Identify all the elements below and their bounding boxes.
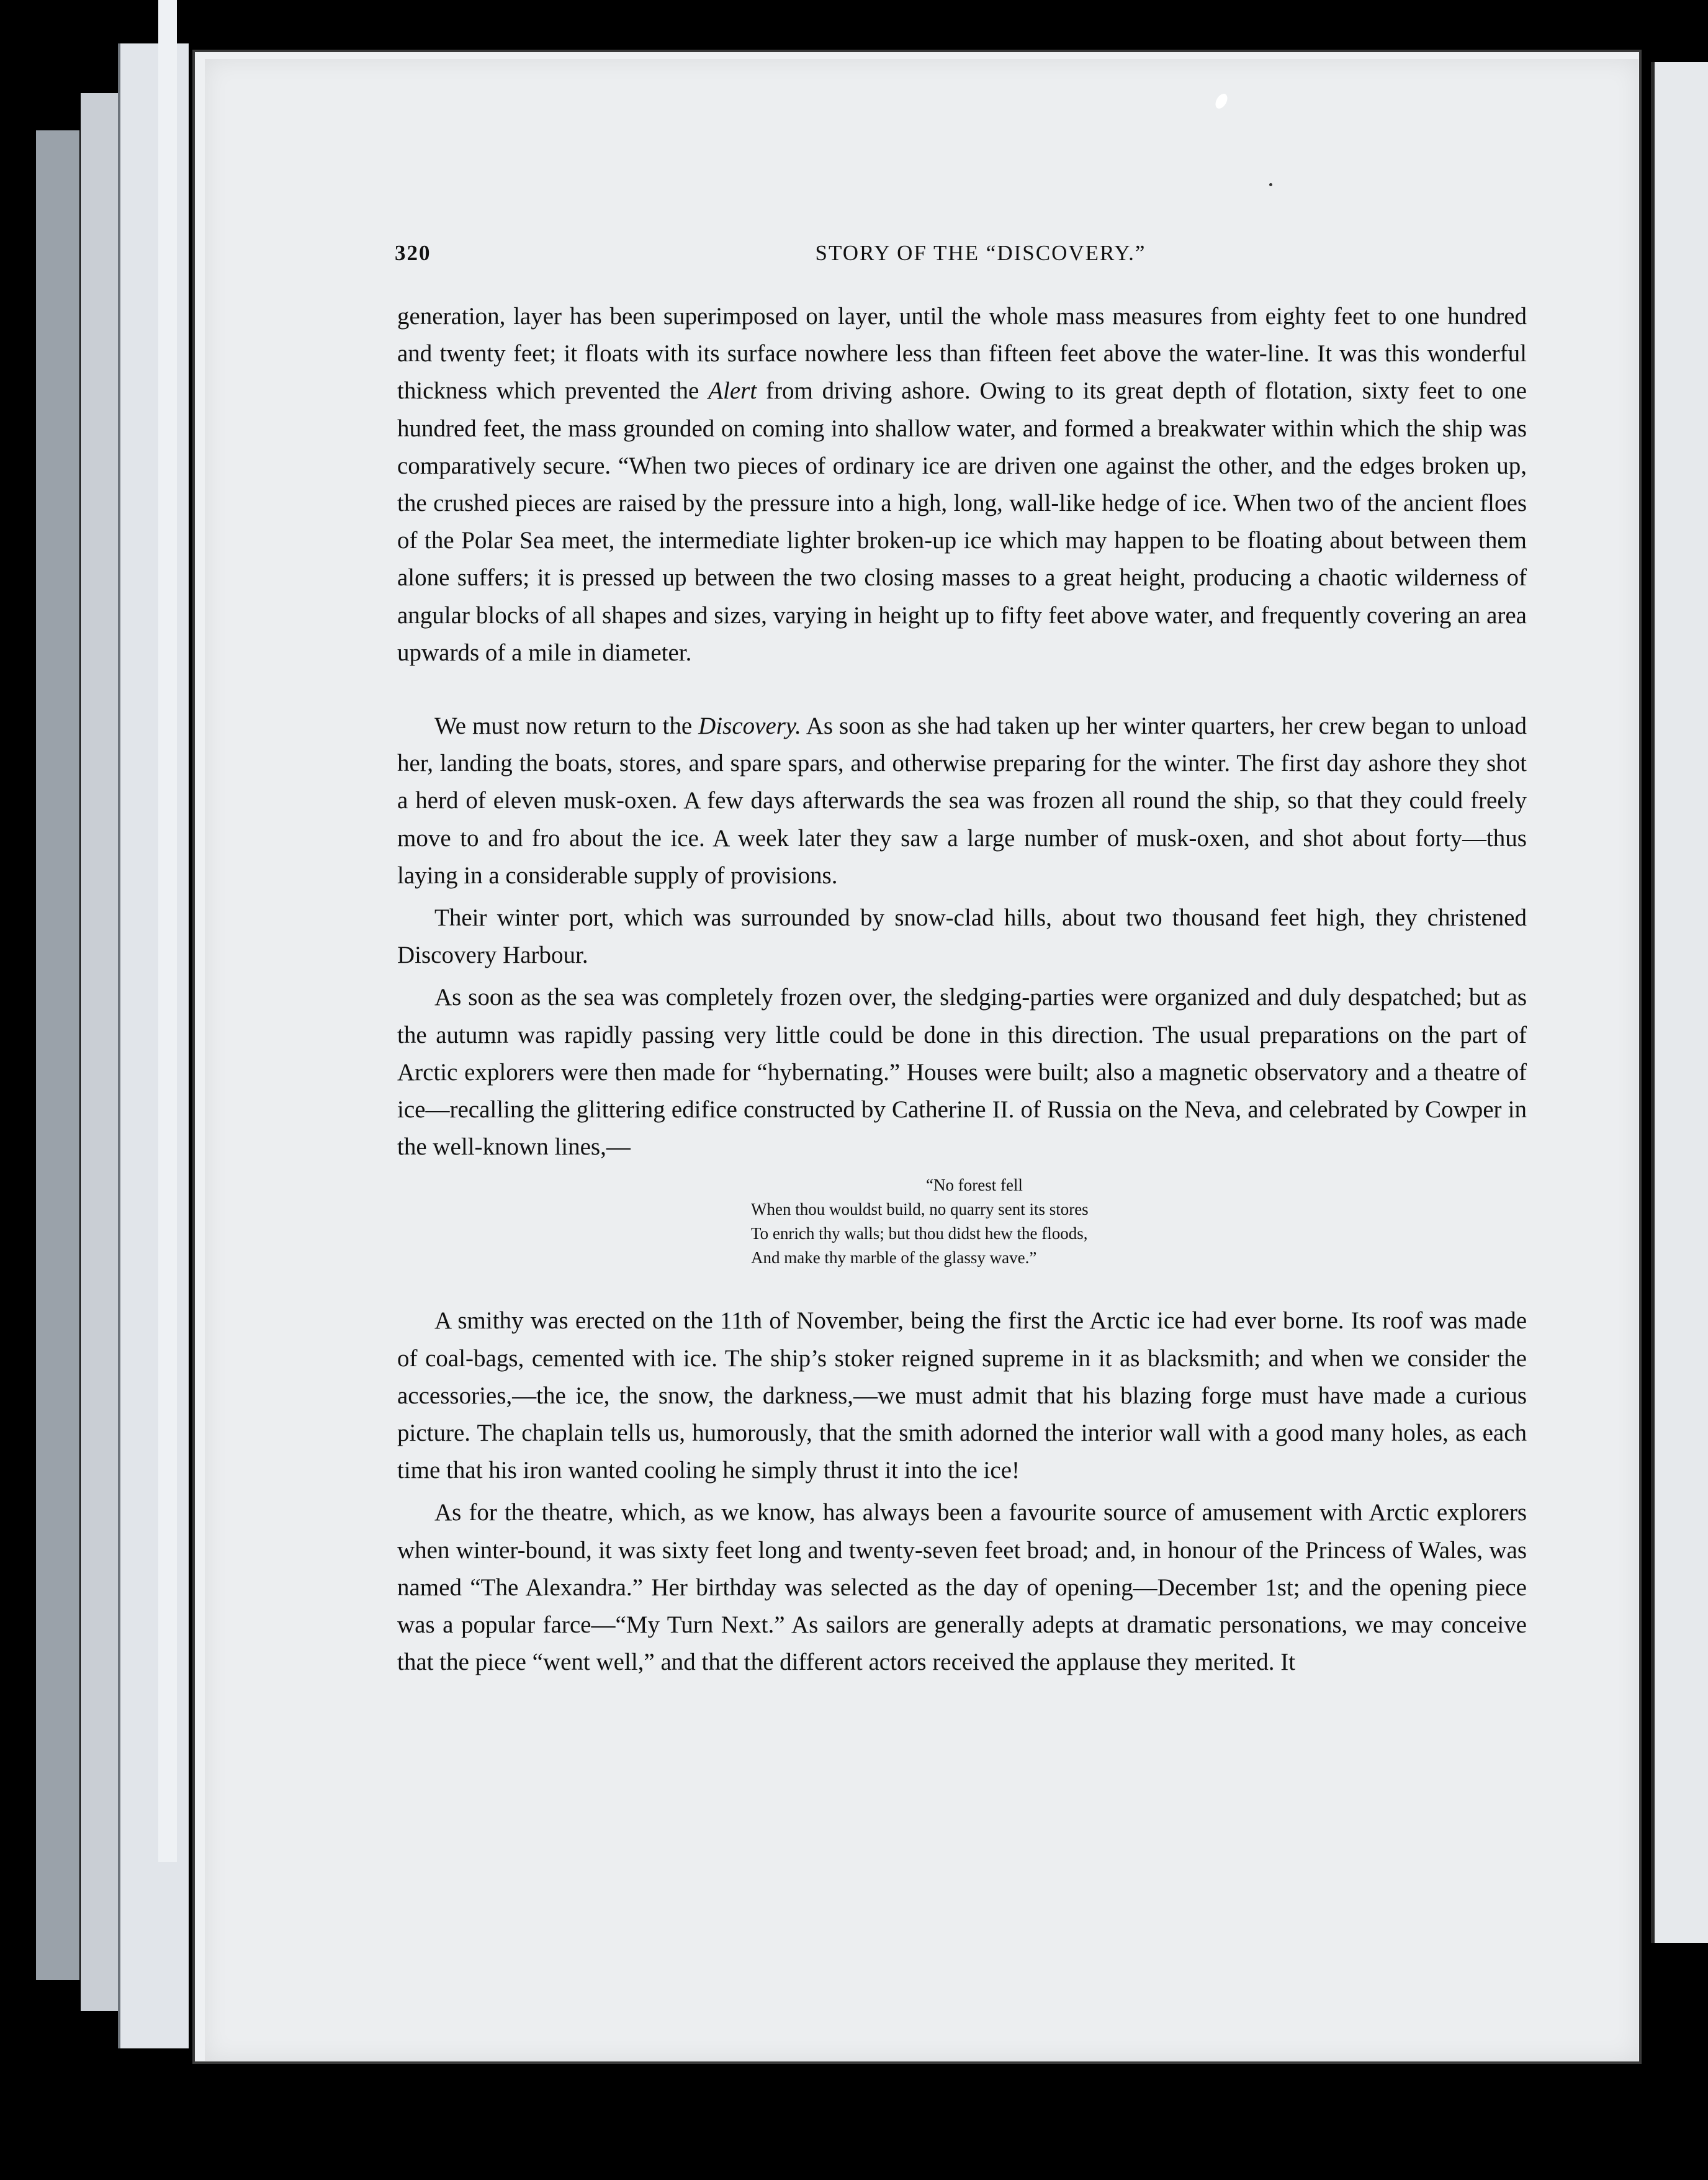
page-number: 320 xyxy=(395,241,431,265)
book-edge-inner xyxy=(118,43,189,2048)
poem-line: To enrich thy walls; but thou didst hew the floods, xyxy=(751,1224,1088,1243)
paragraph-2: We must now return to the Discovery. As soon as she had taken up her winter quarters, her crew began to unload her, landing the boats, stores, and spare spars, and otherwise preparing for the winter. The first day ashore they shot a herd of eleven musk-oxen. A few days afterwards the sea was frozen all round the ship, so that they could freely move to and fro about the ice. A week later they saw a large number of musk-oxen, and shot about forty—thus laying in a considerable supply of provisions. xyxy=(397,713,1527,889)
paragraph-4: As soon as the sea was completely frozen over, the sledging-parties were organized and duly despatched; but as the autumn was rapidly passing very little could be done in this direction. The usual preparations on the part of Arctic explorers were then made for “hybernating.” Houses were built; also a magnetic observatory and a theatre of ice—recalling the glittering edifice constructed by Catherine II. of Russia on the Neva, and celebrated by Cowper in the well-known lines,— xyxy=(397,984,1527,1161)
poem-quotation xyxy=(751,1173,1527,1270)
dust-speck xyxy=(1269,183,1272,186)
paragraph-6: As for the theatre, which, as we know, has always been a favourite source of amusement with Arctic explorers when winter-bound, it was sixty feet long and twenty-seven feet broad; and, in honour of the Princess of Wales, was named “The Alexandra.” Her birthday was selected as the day of opening—December 1st; and the opening piece was a popular farce—“My Turn Next.” As sailors are generally adepts at dramatic personations, we may conceive that the piece “went well,” and that the different actors received the applause they merited. It xyxy=(397,1499,1527,1676)
running-title: STORY OF THE “DISCOVERY.” xyxy=(815,241,1146,265)
book-edge-highlight xyxy=(158,0,177,1862)
facing-page-edge xyxy=(1651,62,1708,1943)
poem-line: When thou wouldst build, no quarry sent its stores xyxy=(751,1200,1089,1219)
running-head xyxy=(395,241,1529,272)
poem-line: And make thy marble of the glassy wave.” xyxy=(751,1248,1037,1268)
paragraph-3: Their winter port, which was surrounded by snow-clad hills, about two thousand feet high, they christened Discovery Harbour. xyxy=(397,904,1527,969)
ship-name-discovery: Discovery. xyxy=(698,713,801,740)
paragraph-1: generation, layer has been superimposed on layer, until the whole mass measures from eighty feet to one hundred and twenty feet; it floats with its surface nowhere less than fifteen feet above the water-line. It was this wonderful thickness which prevented the Alert from driving ashore. Owing to its great depth of flotation, sixty feet to one hundred feet, the mass grounded on coming into shallow water, and formed a breakwater within which the ship was comparatively secure. “When two pieces of ordinary ice are driven one against the other, and the edges broken up, the crushed pieces are raised by the pressure into a high, long, wall-like hedge of ice. When two of the ancient floes of the Polar Sea meet, the intermediate lighter broken-up ice which may happen to be floating about between them alone suffers; it is pressed up between the two closing masses to a great height, producing a chaotic wilderness of angular blocks of all shapes and sizes, varying in height up to fifty feet above water, and frequently covering an area upwards of a mile in diameter. xyxy=(397,303,1527,666)
body-text xyxy=(397,298,1527,1682)
paragraph-5: A smithy was erected on the 11th of November, being the first the Arctic ice had ever borne. Its roof was made of coal-bags, cemented with ice. The ship’s stoker reigned supreme in it as blacksmith; and when we consider the accessories,—the ice, the snow, the darkness,—we must admit that his blazing forge must have made a curious picture. The chaplain tells us, humorously, that the smith adorned the interior wall with a good many holes, as each time that his iron wanted cooling he simply thrust it into the ice! xyxy=(397,1307,1527,1484)
poem-line: “No forest fell xyxy=(926,1176,1023,1195)
book-edge-middle xyxy=(81,93,118,2011)
ship-name-alert: Alert xyxy=(708,377,757,405)
book-edge-outer xyxy=(36,130,79,1980)
